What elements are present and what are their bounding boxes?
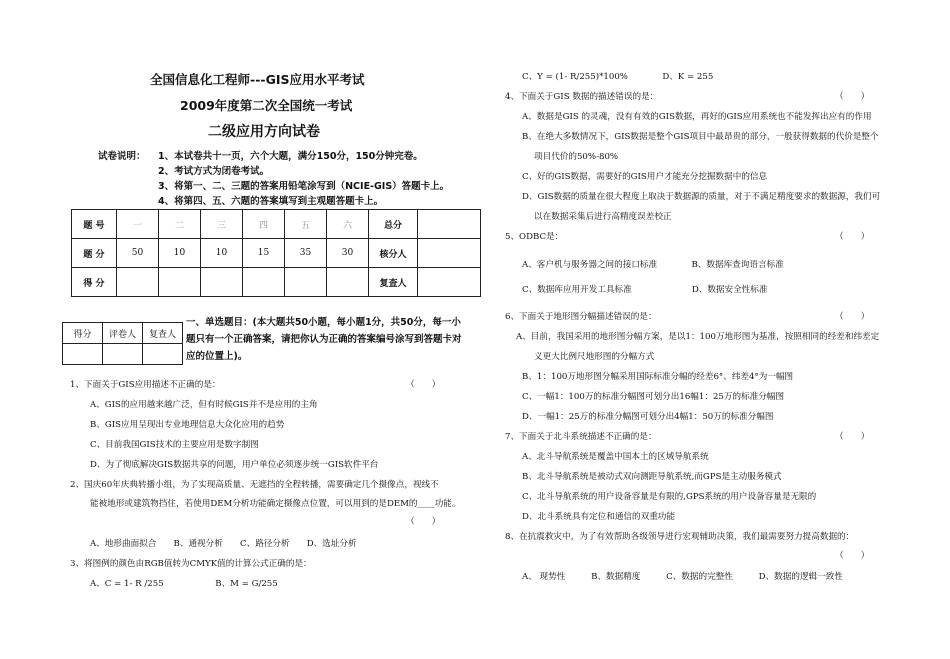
- table-cell[interactable]: [117, 268, 159, 297]
- option-d: D、GIS数据的质量在很大程度上取决于数据源的质量，对于不满足精度要求的数据源，我们可: [522, 192, 881, 202]
- option-c: C、目前我国GIS技术的主要应用是数字制图: [90, 440, 259, 450]
- table-cell: 三: [201, 210, 243, 239]
- options-ab: A、客户机与服务器之间的接口标准 B、数据库查询语言标准: [522, 260, 784, 270]
- answer-paren: （ ）: [835, 232, 870, 242]
- question-3-options-ab: A、C = 1- R /255 B、M = G/255: [90, 579, 278, 589]
- table-cell: 六: [327, 210, 369, 239]
- table-cell: 10: [201, 239, 243, 268]
- table-cell[interactable]: [418, 239, 481, 268]
- table-cell: 二: [159, 210, 201, 239]
- option-d: D、为了彻底解决GIS数据共享的问题，用户单位必须逐步统一GIS软件平台: [90, 460, 379, 470]
- exam-paper-name: 二级应用方向试卷: [208, 124, 320, 140]
- table-cell: 15: [243, 239, 285, 268]
- table-cell[interactable]: [327, 268, 369, 297]
- option-c: C、北斗导航系统的用户设备容量是有限的,GPS系统的用户设备容量是无限的: [522, 492, 817, 502]
- table-cell: 题 分: [72, 239, 117, 268]
- table-cell[interactable]: [159, 268, 201, 297]
- question-8: 8、在抗震救灾中，为了有效帮助各级领导进行宏观辅助决策，我们最需要努力提高数据的：: [505, 532, 855, 542]
- grading-table: [62, 322, 183, 365]
- answer-paren: （ ）: [835, 551, 870, 561]
- exam-subtitle: 2009年度第二次全国统一考试: [180, 98, 353, 113]
- question-6: 6、下面关于地形图分幅描述错误的是：: [505, 312, 657, 322]
- answer-paren: （ ）: [835, 92, 870, 102]
- table-cell[interactable]: [418, 268, 481, 297]
- instruction-item: 2、考试方式为闭卷考试。: [158, 166, 270, 177]
- option-c: C、一幅1：100万的标准分幅图可划分出16幅1：25万的标准分幅图: [522, 392, 785, 402]
- answer-paren: （ ）: [835, 312, 870, 322]
- instruction-item: 3、将第一、二、三题的答案用铅笔涂写到（NCIE-GIS）答题卡上。: [158, 181, 450, 192]
- table-cell: 四: [243, 210, 285, 239]
- option-b-cont: 项目代价的50%-80%: [534, 152, 619, 162]
- option-c: C、好的GIS数据，需要好的GIS用户才能充分挖掘数据中的信息: [522, 172, 768, 182]
- table-cell: 五: [285, 210, 327, 239]
- question-7: 7、下面关于北斗系统描述不正确的是：: [505, 432, 657, 442]
- table-cell: 复查人: [369, 268, 418, 297]
- instructions-label: 试卷说明：: [98, 151, 146, 162]
- question-5: 5、ODBC是：: [505, 232, 564, 242]
- table-cell: 30: [327, 239, 369, 268]
- table-cell: 总分: [369, 210, 418, 239]
- option-b: B、GIS应用呈现出专业地理信息大众化应用的趋势: [90, 420, 285, 430]
- option-a: A、GIS的应用越来越广泛，但有时候GIS并不是应用的主角: [90, 400, 318, 410]
- answer-paren: （ ）: [835, 432, 870, 442]
- option-b: B、1：100万地形图分幅采用国际标准分幅的经差6°、纬差4°为一幅图: [522, 372, 794, 382]
- table-cell: 得 分: [72, 268, 117, 297]
- question-4: 4、下面关于GIS 数据的描述错误的是：: [505, 92, 659, 102]
- instruction-item: 4、将第四、五、六题的答案填写到主观题答题卡上。: [158, 196, 384, 207]
- option-a: A、目前，我国采用的地形图分幅方案，是以1：100万地形图为基准，按照相同的经差和纬差定: [516, 332, 880, 342]
- table-cell: 题 号: [72, 210, 117, 239]
- options-cd: C、数据库应用开发工具标准 D、数据安全性标准: [522, 285, 768, 295]
- option-d-cont: 以在数据采集后进行高精度误差校正: [534, 212, 672, 222]
- table-cell: 35: [285, 239, 327, 268]
- option-a-cont: 义更大比例尺地形图的分幅方式: [534, 352, 655, 362]
- question-3-options-cd: C、Y = (1- R/255)*100% D、K = 255: [522, 72, 714, 82]
- table-cell[interactable]: [143, 344, 183, 365]
- exam-title: 全国信息化工程师---GIS应用水平考试: [150, 72, 365, 87]
- section-heading: 一、单选题目：(本大题共50小题，每小题1分，共50分，每一小题只有一个正确答案，请把你认为正确的答案编号涂写到答题卡对应的位置上)。: [186, 317, 462, 362]
- table-cell: 评卷人: [103, 323, 143, 344]
- table-cell[interactable]: [201, 268, 243, 297]
- option-d: D、北斗系统具有定位和通信的双重功能: [522, 512, 675, 522]
- table-cell: 核分人: [369, 239, 418, 268]
- table-cell: 得分: [63, 323, 103, 344]
- question-2-cont: 能被地形或建筑物挡住，若使用DEM分析功能确定摄像点位置，可以用到的是DEM的____功能。: [90, 499, 461, 509]
- answer-paren: （ ）: [406, 380, 441, 390]
- table-cell[interactable]: [285, 268, 327, 297]
- option-b: B、北斗导航系统是被动式双向测距导航系统,而GPS是主动服务模式: [522, 472, 782, 482]
- table-cell: 一: [117, 210, 159, 239]
- table-cell: 10: [159, 239, 201, 268]
- table-cell: [418, 210, 481, 239]
- question-1: 1、下面关于GIS应用描述不正确的是：: [70, 380, 221, 390]
- question-8-options: A、 现势性 B、数据精度 C、数据的完整性 D、数据的逻辑一致性: [522, 572, 843, 582]
- question-3: 3、将图例的颜色由RGB值转为CMYK值的计算公式正确的是：: [70, 559, 312, 569]
- option-a: A、北斗导航系统是覆盖中国本土的区域导航系统: [522, 452, 709, 462]
- table-cell[interactable]: [103, 344, 143, 365]
- option-a: A、数据是GIS 的灵魂，没有有效的GIS数据，再好的GIS应用系统也不能发挥出应有的作用: [522, 112, 872, 122]
- answer-paren: （ ）: [406, 517, 441, 527]
- table-cell[interactable]: [63, 344, 103, 365]
- instruction-item: 1、本试卷共十一页，六个大题，满分150分，150分钟完卷。: [158, 151, 423, 162]
- table-cell: 50: [117, 239, 159, 268]
- question-2: 2、国庆60年庆典转播小组，为了实现高质量、无遮挡的全程转播，需要确定几个摄像点，视线不: [70, 480, 439, 490]
- score-table: [71, 209, 481, 297]
- table-cell: 复查人: [143, 323, 183, 344]
- option-b: B、在绝大多数情况下，GIS数据是整个GIS项目中最昂贵的部分，一般获得数据的代价是整个: [522, 132, 879, 142]
- option-d: D、一幅1：25万的标准分幅图可划分出4幅1：50万的标准分幅图: [522, 412, 774, 422]
- question-2-options: A、地形曲面拟合 B、通视分析 C、路径分析 D、选址分析: [90, 539, 357, 549]
- table-cell[interactable]: [243, 268, 285, 297]
